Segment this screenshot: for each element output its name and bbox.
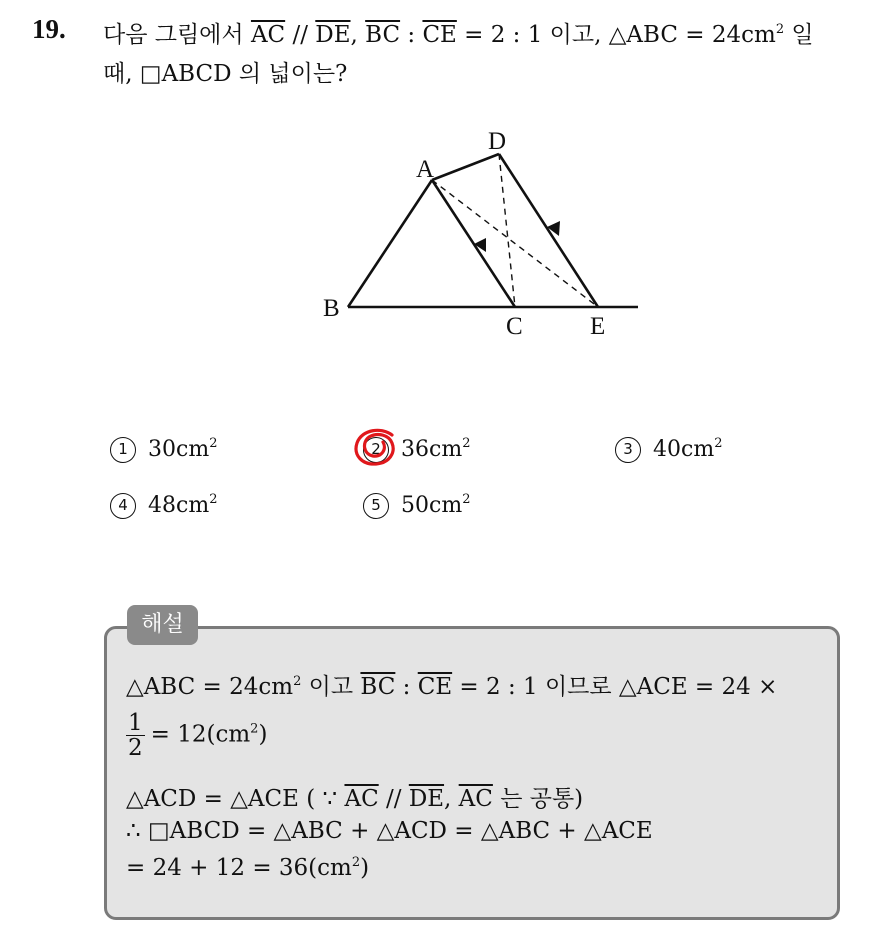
solution-line-4: ∴ □ABCD = △ABC + △ACD = △ABC + △ACE bbox=[126, 818, 653, 844]
solution-line-1: △ABC = $24cm^2$ 이고 $\overline{BC}$ : $\overline{CE} = 2$ : 1 이므로 △ACE = 24 × bbox=[126, 674, 778, 700]
label-b: B bbox=[323, 295, 340, 322]
solution-tag: 해설 bbox=[127, 605, 198, 645]
arrow-de bbox=[547, 221, 560, 236]
segment-ab bbox=[348, 180, 432, 307]
choice-3[interactable]: 3 $40cm^2$ bbox=[615, 437, 722, 463]
solution-line-5: = $24 + 12 = 36(cm^2)$ bbox=[126, 855, 370, 881]
fraction-one-half: $\frac{1}{2}$ bbox=[128, 710, 143, 761]
choice-1[interactable]: 1 $30cm^2$ bbox=[110, 437, 217, 463]
geometry-figure bbox=[310, 118, 650, 348]
question-line-2: 때, □ABCD 의 넓이는? bbox=[103, 61, 348, 87]
segment-de bbox=[499, 154, 598, 307]
label-d: D bbox=[488, 128, 507, 155]
choice-5[interactable]: 5 $50cm^2$ bbox=[363, 493, 470, 519]
segment-ad bbox=[432, 154, 499, 180]
label-e: E bbox=[590, 313, 606, 340]
label-a: A bbox=[416, 156, 435, 183]
choice-2[interactable]: 2 $36cm^2$ bbox=[363, 437, 470, 463]
solution-line-2: $\frac{1}{2}$ = $12(cm^2)$ bbox=[128, 710, 268, 761]
segment-ae-dashed bbox=[432, 180, 598, 307]
label-c: C bbox=[506, 313, 523, 340]
answer-mark-icon bbox=[352, 427, 398, 467]
choice-4[interactable]: 4 $48cm^2$ bbox=[110, 493, 217, 519]
question-number: 19. bbox=[32, 14, 66, 44]
solution-line-3: △ACD = △ACE ( ∵ $\overline{AC} // \overline{DE}$, $\overline{AC}$ 는 공통) bbox=[126, 786, 584, 812]
question-line-1: 다음 그림에서 $\overline{AC} // \overline{DE}$, $\overline{BC}$ : $\overline{CE} = 2$ : 1 이고, △ABC = $24cm^2$ 일 bbox=[103, 22, 814, 48]
segment-ac bbox=[432, 180, 515, 307]
arrow-ac bbox=[474, 238, 486, 252]
